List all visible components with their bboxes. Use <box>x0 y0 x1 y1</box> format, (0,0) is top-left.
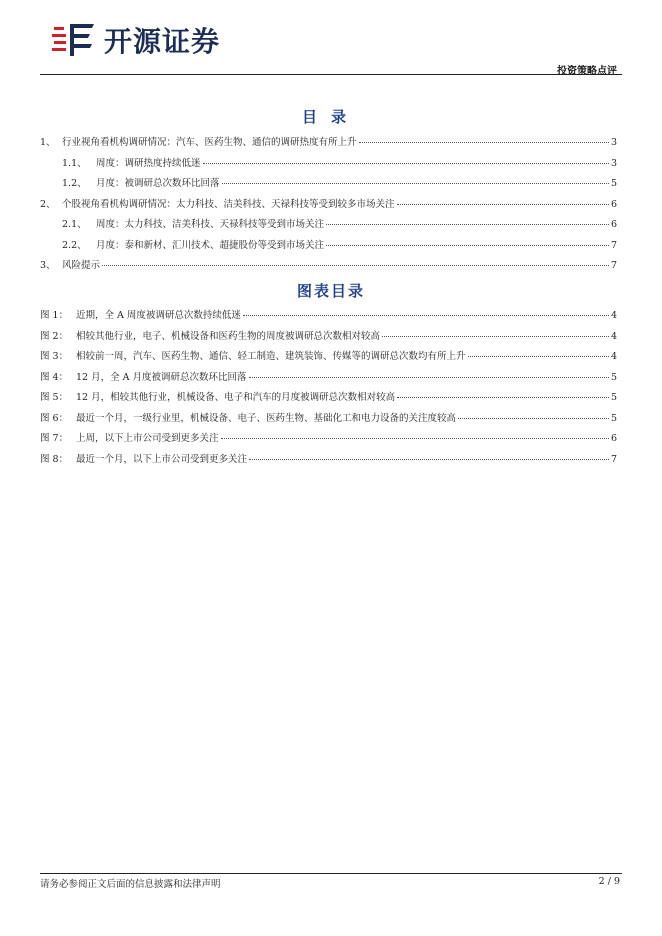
entry-text: 月度：被调研总次数环比回落 <box>96 178 220 189</box>
entry-page: 7 <box>610 453 617 465</box>
leader-dots <box>326 224 609 225</box>
figure-entry[interactable] <box>40 307 617 328</box>
leader-dots <box>203 163 609 164</box>
leader-dots <box>326 245 609 246</box>
entry-page: 4 <box>610 330 617 342</box>
entry-page: 5 <box>610 392 617 403</box>
entry-text: 12 月，全 A 月度被调研总次数环比回落 <box>76 371 247 383</box>
leader-dots <box>249 377 609 378</box>
entry-page: 5 <box>610 178 617 189</box>
leader-dots <box>458 418 609 419</box>
entry-text: 12 月，相较其他行业，机械设备、电子和汽车的月度被调研总次数相对较高 <box>76 392 396 403</box>
leader-dots <box>102 265 609 266</box>
leader-dots <box>359 142 609 143</box>
footer-divider <box>40 873 622 874</box>
leader-dots <box>221 438 609 439</box>
toc-entry[interactable] <box>40 257 617 278</box>
footer-disclaimer: 请务必参阅正文后面的信息披露和法律声明 <box>40 879 221 890</box>
figure-list-title: 图表目录 <box>296 282 365 300</box>
entry-text: 近期，全 A 周度被调研总次数持续低迷 <box>76 310 241 321</box>
toc-entry[interactable] <box>40 196 617 217</box>
entry-number: 图 3： <box>40 351 69 362</box>
entry-page: 5 <box>610 371 617 383</box>
leader-dots <box>397 397 609 398</box>
entry-number: 图 5： <box>40 392 69 403</box>
entry-text: 上周，以下上市公司受到更多关注 <box>76 433 219 444</box>
entry-page: 6 <box>610 433 617 444</box>
entry-number: 2.1、 <box>62 219 87 230</box>
page-number: 2 / 9 <box>598 876 620 887</box>
entry-text: 周度：太力科技、洁美科技、天禄科技等受到市场关注 <box>96 219 325 230</box>
figure-entry[interactable] <box>40 430 617 451</box>
entry-number: 图 2： <box>40 330 69 342</box>
figure-entry[interactable] <box>40 389 617 410</box>
company-name: 开源证券 <box>104 25 221 58</box>
entry-page: 5 <box>610 412 617 424</box>
entry-number: 1.1、 <box>62 157 87 169</box>
leader-dots <box>382 336 609 337</box>
toc-entry[interactable] <box>40 134 617 155</box>
entry-text: 相较前一周，汽车、医药生物、通信、轻工制造、建筑装饰、传媒等的调研总次数均有所上升 <box>76 351 466 362</box>
entry-number: 图 8： <box>40 453 69 465</box>
entry-number: 图 7： <box>40 433 69 444</box>
entry-text: 周度：调研热度持续低迷 <box>96 157 201 169</box>
entry-text: 最近一个月，以下上市公司受到更多关注 <box>76 453 248 465</box>
entry-text: 月度：泰和新材、汇川技术、超捷股份等受到市场关注 <box>96 239 325 251</box>
entry-page: 4 <box>610 351 617 362</box>
entry-page: 7 <box>610 260 617 271</box>
figure-entry[interactable] <box>40 328 617 349</box>
entry-number: 1、 <box>40 137 56 148</box>
entry-number: 图 6： <box>40 412 69 424</box>
leader-dots <box>468 356 609 357</box>
leader-dots <box>249 459 609 460</box>
entry-page: 3 <box>610 157 617 169</box>
entry-number: 2.2、 <box>62 239 87 251</box>
figure-entry[interactable] <box>40 369 617 390</box>
entry-number: 图 4： <box>40 371 69 383</box>
leader-dots <box>243 315 609 316</box>
header-divider <box>40 74 622 75</box>
entry-page: 6 <box>610 198 617 210</box>
toc-entry[interactable] <box>40 155 617 176</box>
leader-dots <box>397 204 609 205</box>
figure-entry[interactable] <box>40 410 617 431</box>
entry-text: 个股视角看机构调研情况：太力科技、洁美科技、天禄科技等受到较多市场关注 <box>62 198 395 210</box>
entry-text: 最近一个月，一级行业里，机械设备、电子、医药生物、基础化工和电力设备的关注度较高 <box>76 412 457 424</box>
logo-mark-icon <box>50 20 98 60</box>
company-logo <box>50 20 220 60</box>
entry-page: 3 <box>610 137 617 148</box>
figure-list <box>40 307 617 471</box>
toc-title: 目录 <box>301 108 360 126</box>
leader-dots <box>222 183 609 184</box>
entry-number: 3、 <box>40 260 56 271</box>
toc-entry[interactable] <box>40 175 617 196</box>
figure-entry[interactable] <box>40 451 617 472</box>
entry-number: 2、 <box>40 198 56 210</box>
toc-entry[interactable] <box>40 237 617 258</box>
report-type-label: 投资策略点评 <box>557 66 617 77</box>
entry-page: 7 <box>610 239 617 251</box>
figure-entry[interactable] <box>40 348 617 369</box>
entry-number: 1.2、 <box>62 178 87 189</box>
toc-entry[interactable] <box>40 216 617 237</box>
entry-number: 图 1： <box>40 310 69 321</box>
entry-page: 6 <box>610 219 617 230</box>
entry-text: 行业视角看机构调研情况：汽车、医药生物、通信的调研热度有所上升 <box>62 137 357 148</box>
entry-text: 相较其他行业，电子、机械设备和医药生物的周度被调研总次数相对较高 <box>76 330 381 342</box>
entry-page: 4 <box>610 310 617 321</box>
entry-text: 风险提示 <box>62 260 101 271</box>
toc-list <box>40 134 617 278</box>
